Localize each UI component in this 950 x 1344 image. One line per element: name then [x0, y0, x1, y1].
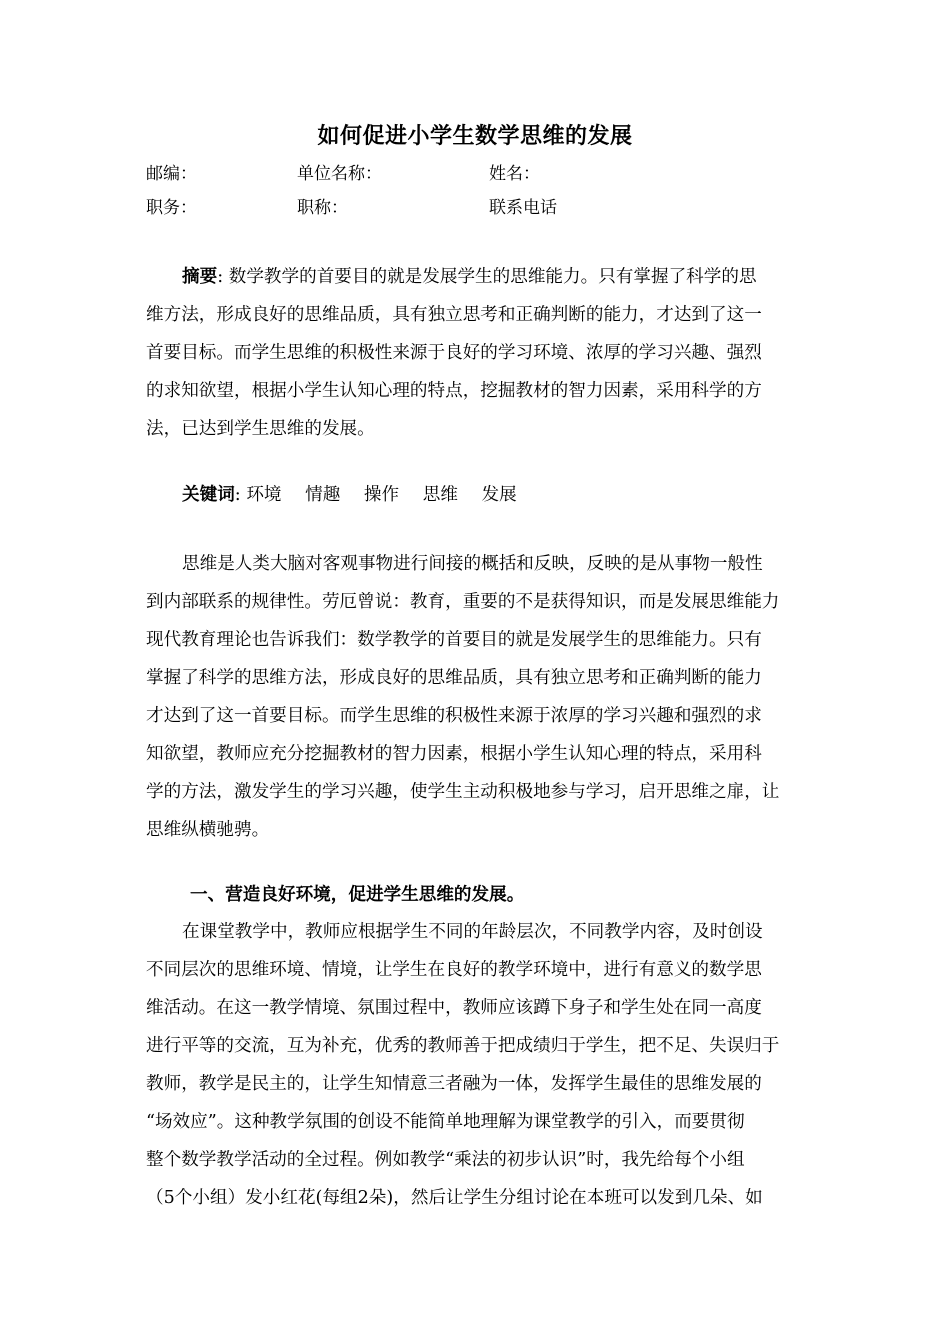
section-heading: 一、营造良好环境，促进学生思维的发展。 [190, 885, 525, 905]
abstract-line: 的求知欲望，根据小学生认知心理的特点，挖掘教材的智力因素，采用科学的方 [146, 381, 762, 401]
keyword: 发展 [481, 485, 517, 505]
intro-line: 知欲望，教师应充分挖掘教材的智力因素，根据小学生认知心理的特点，采用科 [146, 744, 762, 764]
abstract-line: 摘要: 数学教学的首要目的就是发展学生的思维能力。只有掌握了科学的思 [182, 267, 757, 287]
section-line: 教师，教学是民主的，让学生知情意三者融为一体，发挥学生最佳的思维发展的 [146, 1074, 762, 1094]
section-line: 不同层次的思维环境、情境，让学生在良好的教学环境中，进行有意义的数学思 [146, 960, 762, 980]
section-paragraph [146, 913, 808, 1217]
section-line: 进行平等的交流，互为补充，优秀的教师善于把成绩归于学生，把不足、失误归于 [146, 1036, 780, 1056]
document-title: 如何促进小学生数学思维的发展 [317, 124, 633, 149]
keyword: 情趣 [305, 485, 341, 505]
abstract-line: 首要目标。而学生思维的积极性来源于良好的学习环境、浓厚的学习兴趣、强烈 [146, 343, 762, 363]
abstract-line: 法，已达到学生思维的发展。 [146, 419, 375, 439]
keyword: 思维 [422, 485, 458, 505]
section-line: 维活动。在这一教学情境、氛围过程中，教师应该蹲下身子和学生处在同一高度 [146, 998, 762, 1018]
keywords-line [182, 476, 535, 514]
meta-row-2 [146, 193, 806, 223]
postcode-label: 邮编： [146, 164, 197, 184]
keywords-label: 关键词 [182, 485, 235, 505]
abstract-label: 摘要 [182, 267, 218, 287]
section-line: （5个小组）发小红花(每组2朵)，然后让学生分组讨论在本班可以发到几朵、如 [146, 1188, 763, 1208]
intro-line: 掌握了科学的思维方法，形成良好的思维品质，具有独立思考和正确判断的能力 [146, 668, 762, 688]
position-label: 职务： [146, 198, 197, 218]
section-line: “场效应”。这种教学氛围的创设不能简单地理解为课堂教学的引入，而要贯彻 [146, 1112, 745, 1132]
keyword: 环境 [246, 485, 282, 505]
intro-line: 学的方法，激发学生的学习兴趣，使学生主动积极地参与学习，启开思维之扉，让 [146, 782, 780, 802]
section-line: 整个数学教学活动的全过程。例如教学“乘法的初步认识”时，我先给每个小组 [146, 1150, 745, 1170]
abstract-paragraph [146, 258, 808, 448]
abstract-line: 维方法，形成良好的思维品质，具有独立思考和正确判断的能力，才达到了这一 [146, 305, 762, 325]
intro-paragraph [146, 545, 808, 849]
intro-line: 现代教育理论也告诉我们：数学教学的首要目的就是发展学生的思维能力。只有 [146, 630, 762, 650]
intro-line: 才达到了这一首要目标。而学生思维的积极性来源于浓厚的学习兴趣和强烈的求 [146, 706, 762, 726]
name-label: 姓名： [489, 164, 540, 184]
intro-line: 思维是人类大脑对客观事物进行间接的概括和反映，反映的是从事物一般性 [182, 554, 763, 574]
keyword: 操作 [363, 485, 400, 505]
section-line: 在课堂教学中，教师应根据学生不同的年龄层次，不同教学内容，及时创设 [182, 922, 763, 942]
title-label: 职称： [297, 198, 348, 218]
intro-line: 思维纵横驰骋。 [146, 820, 270, 840]
intro-line: 到内部联系的规律性。劳厄曾说：教育，重要的不是获得知识，而是发展思维能力 [146, 592, 780, 612]
phone-label: 联系电话 [489, 198, 557, 218]
unit-label: 单位名称： [297, 164, 382, 184]
keywords-colon: : [234, 485, 247, 505]
meta-row-1 [146, 159, 806, 189]
